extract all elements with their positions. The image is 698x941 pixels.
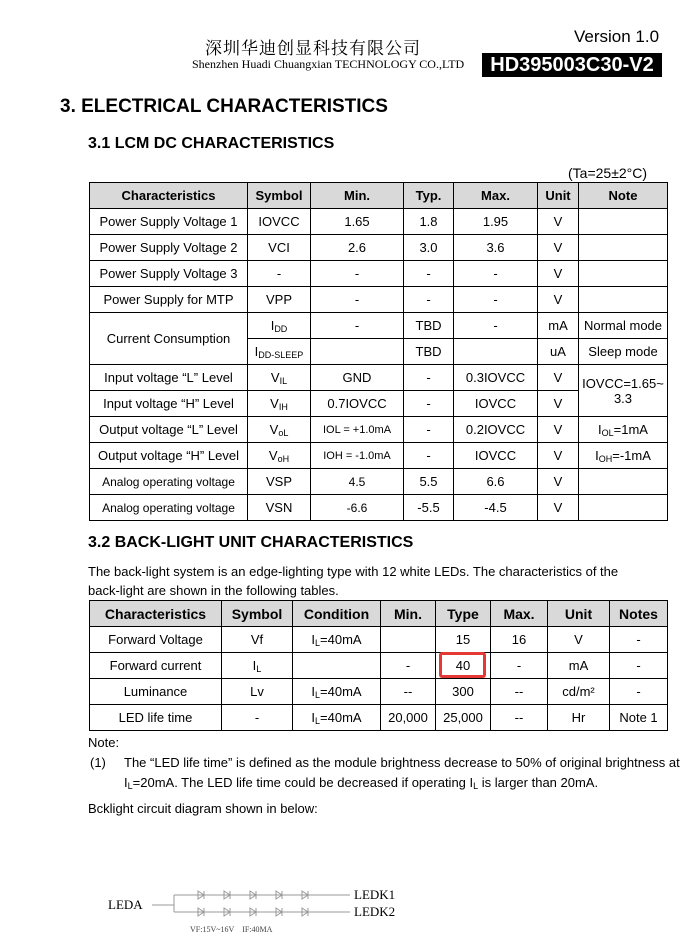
company-name-en: Shenzhen Huadi Chuangxian TECHNOLOGY CO.,LTD xyxy=(192,57,465,71)
col-header: Min. xyxy=(381,601,436,627)
symbol-main: V xyxy=(270,395,279,411)
cell-min: GND xyxy=(311,365,404,391)
cell-min xyxy=(311,339,404,365)
symbol-main: I xyxy=(270,317,275,333)
cell-characteristic: Luminance xyxy=(90,679,222,705)
note-text-a: The “LED life time” is defined as the module brightness decrease to 50% of original brightness at I xyxy=(124,755,680,790)
backlight-circuit-diagram xyxy=(100,880,430,940)
cell-min xyxy=(381,627,436,653)
symbol-subscript: DD-SLEEP xyxy=(258,349,304,360)
cell-max: 6.6 xyxy=(454,469,538,495)
cell-typ: 40 xyxy=(436,653,491,679)
symbol-subscript: oH xyxy=(277,453,290,464)
backlight-intro: The back-light system is an edge-lighting type with 12 white LEDs. The characteristics of the back-light are shown in the following tables. xyxy=(88,564,619,598)
cell-note: - xyxy=(610,679,668,705)
note-sub1: L xyxy=(127,781,133,791)
col-header: Max. xyxy=(454,183,538,209)
cell-condition xyxy=(293,627,381,653)
cell-unit: V xyxy=(538,495,579,521)
col-header: Type xyxy=(436,601,491,627)
cell-unit: Hr xyxy=(548,705,610,731)
cell-note xyxy=(579,417,668,443)
cell-min: IOH = -1.0mA xyxy=(311,443,404,469)
cell-note: IOVCC=1.65~ 3.3 xyxy=(579,365,668,417)
cell-symbol: IOVCC xyxy=(248,209,311,235)
cell-symbol: VCI xyxy=(248,235,311,261)
cell-min: 1.65 xyxy=(311,209,404,235)
cell-symbol: Vf xyxy=(222,627,293,653)
table-row xyxy=(90,261,668,287)
cell-max: 1.95 xyxy=(454,209,538,235)
cell-max: 0.2IOVCC xyxy=(454,417,538,443)
cell-typ: - xyxy=(404,365,454,391)
cell-min: - xyxy=(311,313,404,339)
cell-characteristic: Input voltage “L” Level xyxy=(90,365,248,391)
symbol-subscript: L xyxy=(256,663,262,674)
symbol-subscript: IL xyxy=(279,375,288,386)
cell-max: -- xyxy=(491,705,548,731)
cell-characteristic: Power Supply Voltage 1 xyxy=(90,209,248,235)
cell-max: - xyxy=(454,313,538,339)
note-heading: Note: xyxy=(88,735,120,750)
symbol-subscript: DD xyxy=(274,323,288,334)
cell-typ: 15 xyxy=(436,627,491,653)
cell-characteristic: Input voltage “H” Level xyxy=(90,391,248,417)
cell-note: - xyxy=(610,627,668,653)
cell-characteristic: Analog operating voltage xyxy=(90,469,248,495)
cell-min: 2.6 xyxy=(311,235,404,261)
cond-subscript: L xyxy=(315,637,321,648)
col-header: Symbol xyxy=(222,601,293,627)
table-row xyxy=(90,679,668,705)
cell-max: - xyxy=(454,287,538,313)
cell-min: - xyxy=(381,653,436,679)
cell-max: 0.3IOVCC xyxy=(454,365,538,391)
col-header: Note xyxy=(579,183,668,209)
ledk2-label: LEDK2 xyxy=(354,904,396,919)
cell-note xyxy=(579,443,668,469)
section-title: 3. ELECTRICAL CHARACTERISTICS xyxy=(60,96,388,117)
cond-main: I xyxy=(311,631,316,647)
cell-note xyxy=(579,209,668,235)
backlight-title: 3.2 BACK-LIGHT UNIT CHARACTERISTICS xyxy=(88,534,414,551)
cell-unit: V xyxy=(548,627,610,653)
table-row xyxy=(90,313,668,339)
cell-max: - xyxy=(491,653,548,679)
cell-typ: 25,000 xyxy=(436,705,491,731)
symbol-subscript: oL xyxy=(278,427,289,438)
col-header: Characteristics xyxy=(90,601,222,627)
note-subscript: OH xyxy=(598,453,613,464)
temperature-condition: (Ta=25±2°C) xyxy=(568,165,648,181)
note-text-b: =20mA. The LED life time could be decreased if operating I xyxy=(132,775,474,790)
cell-note: Sleep mode xyxy=(579,339,668,365)
cell-symbol: - xyxy=(248,261,311,287)
cell-symbol: - xyxy=(222,705,293,731)
cond-rest: =40mA xyxy=(320,631,362,647)
cell-min: -- xyxy=(381,679,436,705)
cell-symbol xyxy=(248,443,311,469)
table-row xyxy=(90,653,668,679)
cell-unit: V xyxy=(538,469,579,495)
cell-unit: uA xyxy=(538,339,579,365)
cell-typ: - xyxy=(404,261,454,287)
cell-symbol: VSP xyxy=(248,469,311,495)
cell-unit: V xyxy=(538,365,579,391)
cell-min: - xyxy=(311,287,404,313)
cell-unit: V xyxy=(538,235,579,261)
cell-note: - xyxy=(610,653,668,679)
cell-characteristic: Output voltage “H” Level xyxy=(90,443,248,469)
cell-min: - xyxy=(311,261,404,287)
note-subscript: OL xyxy=(601,427,614,438)
table-row xyxy=(90,705,668,731)
table-row xyxy=(90,495,668,521)
cell-max: 3.6 xyxy=(454,235,538,261)
cell-note xyxy=(579,495,668,521)
cell-unit: V xyxy=(538,209,579,235)
cond-main: I xyxy=(311,709,316,725)
cell-note: Normal mode xyxy=(579,313,668,339)
version-label: Version 1.0 xyxy=(574,27,660,46)
ledk1-label: LEDK1 xyxy=(354,887,396,902)
cell-max: 16 xyxy=(491,627,548,653)
cell-typ: - xyxy=(404,391,454,417)
cell-note xyxy=(579,287,668,313)
note-main: I xyxy=(598,421,602,437)
cell-symbol xyxy=(248,339,311,365)
cell-characteristic: Power Supply Voltage 3 xyxy=(90,261,248,287)
cell-min: -6.6 xyxy=(311,495,404,521)
note-rest: =1mA xyxy=(613,421,648,437)
cell-symbol xyxy=(248,417,311,443)
symbol-main: V xyxy=(269,421,279,437)
col-header: Symbol xyxy=(248,183,311,209)
model-number-badge: HD395003C30-V2 xyxy=(482,53,662,77)
cell-max: IOVCC xyxy=(454,391,538,417)
cell-typ: -5.5 xyxy=(404,495,454,521)
cell-typ: - xyxy=(404,287,454,313)
table-row xyxy=(90,209,668,235)
cell-characteristic: Current Consumption xyxy=(90,313,248,365)
cell-unit: V xyxy=(538,261,579,287)
cell-note xyxy=(579,469,668,495)
cell-symbol xyxy=(248,391,311,417)
cell-min: 20,000 xyxy=(381,705,436,731)
symbol-main: V xyxy=(270,369,280,385)
cell-symbol xyxy=(248,313,311,339)
cell-unit: cd/m² xyxy=(548,679,610,705)
note-text-c: is larger than 20mA. xyxy=(478,775,599,790)
col-header: Condition xyxy=(293,601,381,627)
symbol-main: V xyxy=(268,447,278,463)
cond-subscript: L xyxy=(315,689,321,700)
cell-characteristic: Power Supply Voltage 2 xyxy=(90,235,248,261)
cell-note xyxy=(579,235,668,261)
cell-max: - xyxy=(454,261,538,287)
table-header-row xyxy=(90,183,668,209)
lcm-dc-table xyxy=(89,182,668,521)
table-row xyxy=(90,417,668,443)
cell-note xyxy=(579,261,668,287)
cell-unit: mA xyxy=(538,313,579,339)
cell-max: IOVCC xyxy=(454,443,538,469)
cell-characteristic: Output voltage “L” Level xyxy=(90,417,248,443)
note-sub2: L xyxy=(473,781,479,791)
cell-characteristic: LED life time xyxy=(90,705,222,731)
cell-typ: 5.5 xyxy=(404,469,454,495)
cell-unit: V xyxy=(538,417,579,443)
cond-main: I xyxy=(311,683,316,699)
table-row xyxy=(90,365,668,391)
backlight-table xyxy=(89,600,668,731)
cell-max xyxy=(454,339,538,365)
cell-typ: - xyxy=(404,443,454,469)
cell-unit: mA xyxy=(548,653,610,679)
cell-unit: V xyxy=(538,287,579,313)
symbol-main: I xyxy=(254,343,259,359)
table-row xyxy=(90,469,668,495)
col-header: Unit xyxy=(548,601,610,627)
cell-max: -- xyxy=(491,679,548,705)
diagram-spec: VF:15V~16V IF:40MA xyxy=(190,925,273,934)
leda-label: LEDA xyxy=(108,897,143,912)
cell-typ: TBD xyxy=(404,313,454,339)
symbol-subscript: IH xyxy=(278,401,288,412)
note-number: (1) xyxy=(90,755,106,770)
cell-symbol xyxy=(222,653,293,679)
cell-note: Note 1 xyxy=(610,705,668,731)
col-header: Characteristics xyxy=(90,183,248,209)
cell-typ: TBD xyxy=(404,339,454,365)
col-header: Unit xyxy=(538,183,579,209)
col-header: Min. xyxy=(311,183,404,209)
diagram-caption: Bcklight circuit diagram shown in below: xyxy=(88,801,318,816)
company-name-cn: 深圳华迪创显科技有限公司 xyxy=(205,39,421,59)
cond-rest: =40mA xyxy=(320,683,362,699)
cell-min: 4.5 xyxy=(311,469,404,495)
cell-max: -4.5 xyxy=(454,495,538,521)
table-header-row xyxy=(90,601,668,627)
note-text xyxy=(124,753,684,796)
cell-condition xyxy=(293,679,381,705)
table-row xyxy=(90,443,668,469)
lcm-dc-title: 3.1 LCM DC CHARACTERISTICS xyxy=(88,135,335,152)
col-header: Notes xyxy=(610,601,668,627)
note-main: I xyxy=(595,447,599,463)
cell-typ: 3.0 xyxy=(404,235,454,261)
cond-rest: =40mA xyxy=(320,709,362,725)
cell-characteristic: Forward current xyxy=(90,653,222,679)
cell-condition xyxy=(293,705,381,731)
cell-min: IOL = +1.0mA xyxy=(311,417,404,443)
cell-symbol xyxy=(248,365,311,391)
symbol-main: I xyxy=(252,657,257,673)
cell-characteristic: Forward Voltage xyxy=(90,627,222,653)
cell-symbol: VPP xyxy=(248,287,311,313)
highlight-box xyxy=(439,652,486,678)
note-rest: =-1mA xyxy=(612,447,651,463)
cell-typ: 1.8 xyxy=(404,209,454,235)
table-row xyxy=(90,627,668,653)
cell-typ: - xyxy=(404,417,454,443)
cell-characteristic: Analog operating voltage xyxy=(90,495,248,521)
cell-typ: 300 xyxy=(436,679,491,705)
cond-subscript: L xyxy=(315,715,321,726)
cell-min: 0.7IOVCC xyxy=(311,391,404,417)
cell-condition xyxy=(293,653,381,679)
cell-symbol: Lv xyxy=(222,679,293,705)
cell-symbol: VSN xyxy=(248,495,311,521)
table-row xyxy=(90,235,668,261)
cell-characteristic: Power Supply for MTP xyxy=(90,287,248,313)
col-header: Max. xyxy=(491,601,548,627)
cell-unit: V xyxy=(538,443,579,469)
col-header: Typ. xyxy=(404,183,454,209)
cell-unit: V xyxy=(538,391,579,417)
table-row xyxy=(90,287,668,313)
